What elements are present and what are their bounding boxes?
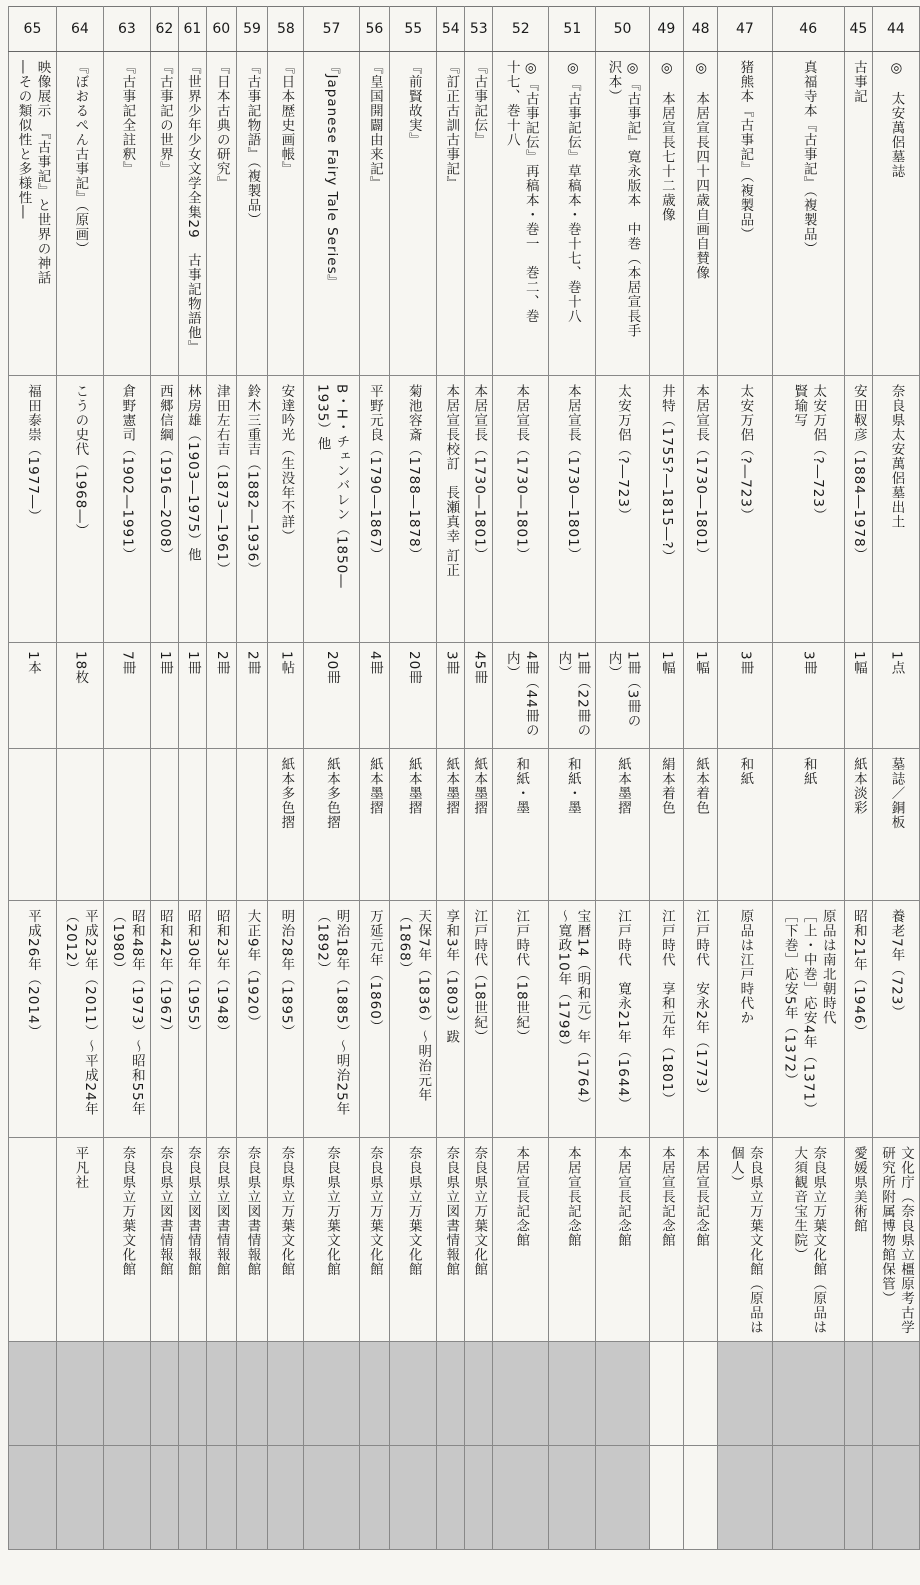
shade-cell	[872, 1342, 919, 1446]
item-date: 江戸時代（18世紀）	[471, 909, 488, 1045]
item-date: 昭和23年（1948）	[213, 909, 230, 1040]
item-quantity: 1帖	[278, 651, 295, 676]
shade-cell	[649, 1446, 683, 1550]
item-number: 52	[493, 7, 549, 52]
shade-cell	[206, 1446, 236, 1550]
item-author: 津田左右吉（1873―1961）	[213, 384, 230, 577]
item-author: 平野元良（1790―1867）	[366, 384, 383, 563]
shade-cell	[103, 1446, 150, 1550]
item-owner: 本居宣長記念館	[693, 1146, 710, 1248]
item-number: 63	[103, 7, 150, 52]
shade-cell	[596, 1342, 649, 1446]
item-number: 57	[304, 7, 359, 52]
item-author: 太安万侶（?―723） 賢瑜写	[791, 384, 827, 523]
item-owner: 奈良県立万葉文化館（原品は 大須観音宝生院）	[791, 1146, 827, 1335]
item-number: 64	[56, 7, 103, 52]
item-material	[188, 749, 196, 900]
item-author: 安田靫彦（1884―1978）	[850, 384, 867, 563]
item-date: 昭和42年（1967）	[156, 909, 173, 1040]
shade-cell	[844, 1446, 872, 1550]
item-owner: 奈良県立万葉文化館	[405, 1146, 422, 1277]
item-owner: 奈良県立図書情報館	[156, 1146, 173, 1277]
item-quantity: 1冊	[184, 651, 201, 676]
shade-cell	[304, 1446, 359, 1550]
item-number: 53	[465, 7, 493, 52]
item-author: 鈴木三重吉（1882―1936）	[244, 384, 261, 577]
shade-cell	[493, 1446, 549, 1550]
item-quantity: 4冊	[366, 651, 383, 676]
item-author: 本居宣長（1730―1801）	[693, 384, 710, 563]
shade-cell	[304, 1342, 359, 1446]
shade-cell	[178, 1446, 206, 1550]
item-title: 『古事記全註釈』	[119, 60, 136, 176]
item-quantity: 18枚	[72, 651, 89, 685]
item-title: 『古事記物語』（複製品）	[244, 60, 261, 228]
item-quantity: 3冊	[737, 651, 754, 676]
item-owner: 愛媛県美術館	[850, 1146, 867, 1233]
item-quantity: 3冊	[443, 651, 460, 676]
item-number: 58	[268, 7, 304, 52]
item-material: 紙本多色摺	[324, 757, 340, 830]
item-date: 昭和21年（1946）	[850, 909, 867, 1040]
shade-cell	[178, 1342, 206, 1446]
item-date: 宝暦14（明和元）年（1764） ～寛政10年（1798）	[555, 909, 591, 1112]
item-material	[28, 749, 36, 900]
item-title: 古事記	[850, 60, 867, 104]
item-number: 47	[718, 7, 772, 52]
item-material: 紙本多色摺	[278, 757, 295, 830]
item-material: 紙本墨摺	[471, 757, 488, 815]
item-material	[248, 749, 256, 900]
item-owner: 文化庁（奈良県立橿原考古学 研究所附属博物館保管）	[878, 1146, 914, 1335]
shade-cell	[718, 1342, 772, 1446]
shade-cell	[596, 1446, 649, 1550]
item-number: 48	[683, 7, 717, 52]
item-number: 44	[872, 7, 919, 52]
item-material	[160, 749, 168, 900]
item-title: 『前賢故実』	[405, 60, 422, 147]
date-row	[9, 901, 920, 1138]
item-material: 紙本墨摺	[614, 757, 631, 815]
shade-cell	[649, 1342, 683, 1446]
item-date: 平成23年（2011）～平成24年 （2012）	[62, 909, 98, 1117]
item-number: 60	[206, 7, 236, 52]
item-owner: 奈良県立万葉文化館	[324, 1146, 340, 1277]
item-title: ◎ 本居宣長四十四歳自画自賛像	[693, 60, 710, 280]
item-number: 59	[236, 7, 268, 52]
item-number: 55	[390, 7, 437, 52]
item-owner: 奈良県立万葉文化館	[119, 1146, 136, 1277]
shade-cell	[844, 1342, 872, 1446]
header-row-number	[9, 7, 920, 52]
shade-cell	[683, 1446, 717, 1550]
item-date: 明治18年（1885）～明治25年 （1892）	[314, 909, 350, 1117]
shade-cell	[437, 1342, 465, 1446]
item-title: 『ぼおるぺん古事記』（原画）	[72, 60, 89, 257]
item-quantity: 2冊	[213, 651, 230, 676]
item-number: 46	[772, 7, 844, 52]
shade-cell	[718, 1446, 772, 1550]
grey-row-2	[9, 1446, 920, 1550]
shade-cell	[390, 1446, 437, 1550]
item-author: 安達吟光（生没年不詳）	[278, 384, 295, 544]
item-title: 『日本歴史画帳』	[278, 60, 295, 176]
owner-row	[9, 1138, 920, 1342]
item-title: 『日本古典の研究』	[213, 60, 230, 191]
item-author: 林房雄（1903―1975）他	[184, 384, 201, 563]
author-row	[9, 376, 920, 643]
item-material: 墓誌／銅板	[888, 757, 905, 830]
item-title: ◎『古事記伝』再稿本・巻一 巻二、巻 十七、巻十八	[503, 60, 539, 324]
item-owner: 本居宣長記念館	[658, 1146, 675, 1248]
quantity-row	[9, 643, 920, 749]
item-author: 本居宣長校訂 長瀬真幸 訂正	[443, 384, 460, 578]
grey-row-1	[9, 1342, 920, 1446]
item-number: 49	[649, 7, 683, 52]
item-date: 万延元年（1860）	[366, 909, 383, 1035]
item-material	[217, 749, 225, 900]
item-title: 『古事記伝』	[471, 60, 488, 147]
item-owner: 本居宣長記念館	[564, 1146, 581, 1248]
item-title: 『古事記の世界』	[156, 60, 173, 176]
item-owner: 奈良県立図書情報館	[184, 1146, 201, 1277]
item-date: 江戸時代 享和元年（1801）	[658, 909, 675, 1107]
shade-cell	[549, 1342, 596, 1446]
item-material: 絹本着色	[658, 757, 675, 815]
item-date: 享和3年（1803）跋	[443, 909, 460, 1044]
shade-cell	[549, 1446, 596, 1550]
item-number: 54	[437, 7, 465, 52]
item-title: ◎ 本居宣長七十二歳像	[658, 60, 675, 222]
item-material: 和紙・墨	[513, 757, 530, 815]
shade-cell	[150, 1446, 178, 1550]
item-owner: 奈良県立万葉文化館	[278, 1146, 295, 1277]
item-date: 明治28年（1895）	[278, 909, 295, 1040]
item-owner: 奈良県立図書情報館	[213, 1146, 230, 1277]
item-material: 紙本淡彩	[850, 757, 867, 815]
item-date: 昭和48年（1973）～昭和55年 （1980）	[109, 909, 145, 1117]
item-author: 本居宣長（1730―1801）	[513, 384, 530, 563]
shade-cell	[683, 1342, 717, 1446]
item-author: 菊池容斎（1788―1878）	[405, 384, 422, 563]
item-quantity: 4冊（44冊の 内）	[503, 651, 539, 738]
item-quantity: 1点	[888, 651, 905, 676]
item-number: 61	[178, 7, 206, 52]
item-date: 養老7年（723）	[888, 909, 905, 1020]
item-author: 福田泰崇（1977―）	[24, 384, 41, 524]
item-material	[76, 749, 84, 900]
item-material: 紙本墨摺	[366, 757, 383, 815]
item-author: 西郷信綱（1916―2008）	[156, 384, 173, 563]
shade-cell	[236, 1446, 268, 1550]
item-date: 天保7年（1836）～明治元年 （1868）	[396, 909, 432, 1102]
item-title: 真福寺本『古事記』（複製品）	[800, 60, 817, 257]
item-material: 和紙・墨	[564, 757, 581, 815]
item-quantity: 7冊	[119, 651, 136, 676]
item-quantity: 20冊	[324, 651, 340, 685]
shade-cell	[206, 1342, 236, 1446]
shade-cell	[9, 1446, 57, 1550]
shade-cell	[465, 1342, 493, 1446]
item-material: 紙本墨摺	[405, 757, 422, 815]
catalog-table	[8, 6, 920, 1550]
item-number: 65	[9, 7, 57, 52]
item-owner: 本居宣長記念館	[513, 1146, 530, 1248]
shade-cell	[9, 1342, 57, 1446]
item-author: 奈良県太安萬侶墓出土	[888, 384, 905, 529]
item-material: 和紙	[800, 757, 817, 786]
item-author: 井特（1755?―1815―?）	[658, 384, 675, 565]
shade-cell	[359, 1342, 390, 1446]
item-date: 原品は江戸時代か	[737, 909, 754, 1025]
item-quantity: 1冊（3冊の内）	[605, 651, 641, 729]
item-author: 本居宣長（1730―1801）	[471, 384, 488, 563]
shade-cell	[268, 1446, 304, 1550]
item-title: ◎『古事記伝』草稿本・巻十七、巻十八	[564, 60, 581, 324]
shade-cell	[772, 1446, 844, 1550]
item-owner: 奈良県立万葉文化館	[471, 1146, 488, 1277]
item-quantity: 1冊（22冊の内）	[555, 651, 591, 738]
item-number: 51	[549, 7, 596, 52]
item-author: 倉野憲司（1902―1991）	[119, 384, 136, 563]
item-author: こうの史代（1968―）	[72, 384, 89, 539]
shade-cell	[465, 1446, 493, 1550]
item-owner: 奈良県立万葉文化館（原品は 個人）	[727, 1146, 763, 1335]
item-date: 江戸時代（18世紀）	[513, 909, 530, 1045]
shade-cell	[390, 1342, 437, 1446]
item-owner: 平凡社	[72, 1146, 89, 1190]
item-date: 江戸時代 寛永21年（1644）	[614, 909, 631, 1112]
shade-cell	[150, 1342, 178, 1446]
item-date: 平成26年（2014）	[24, 909, 41, 1040]
title-row	[9, 52, 920, 376]
shade-cell	[56, 1342, 103, 1446]
item-quantity: 1本	[24, 651, 41, 676]
item-quantity: 1幅	[658, 651, 675, 676]
item-date: 原品は南北朝時代 ［上・中巻］応安4年（1371） ［下巻］応安5年（1372）	[781, 909, 836, 1117]
item-quantity: 20冊	[405, 651, 422, 685]
item-number: 45	[844, 7, 872, 52]
item-owner: 奈良県立図書情報館	[244, 1146, 261, 1277]
material-row	[9, 749, 920, 901]
item-author: 太安万侶（?―723）	[614, 384, 631, 523]
item-quantity: 3冊	[800, 651, 817, 676]
item-number: 56	[359, 7, 390, 52]
shade-cell	[236, 1342, 268, 1446]
shade-cell	[268, 1342, 304, 1446]
item-material: 紙本着色	[693, 757, 710, 815]
item-title: 『皇国開闢由来記』	[366, 60, 383, 191]
shade-cell	[56, 1446, 103, 1550]
item-material: 和紙	[737, 757, 754, 786]
item-date: 昭和30年（1955）	[184, 909, 201, 1040]
item-quantity: 1幅	[850, 651, 867, 676]
item-author: 本居宣長（1730―1801）	[564, 384, 581, 563]
item-date: 江戸時代 安永2年（1773）	[693, 909, 710, 1102]
item-quantity: 2冊	[244, 651, 261, 676]
item-author: 太安万侶（?―723）	[737, 384, 754, 523]
item-quantity: 1冊	[156, 651, 173, 676]
item-title: ◎ 太安萬侶墓誌	[888, 60, 905, 179]
shade-cell	[872, 1446, 919, 1550]
item-title: ◎『古事記』寛永版本 中巻（本居宣長手 沢本）	[605, 60, 641, 338]
item-owner: 奈良県立図書情報館	[443, 1146, 460, 1277]
item-number: 50	[596, 7, 649, 52]
item-quantity: 1幅	[693, 651, 710, 676]
item-title: 猪熊本『古事記』（複製品）	[737, 60, 754, 242]
item-title: 映像展示 『古事記』と世界の神話 ―その類似性と多様性―	[15, 60, 51, 286]
item-material	[123, 749, 131, 900]
item-owner	[28, 1138, 36, 1341]
shade-cell	[493, 1342, 549, 1446]
item-owner: 奈良県立万葉文化館	[366, 1146, 383, 1277]
shade-cell	[103, 1342, 150, 1446]
item-quantity: 45冊	[471, 651, 488, 685]
shade-cell	[772, 1342, 844, 1446]
item-material: 紙本墨摺	[443, 757, 460, 815]
item-title: 『Japanese Fairy Tale Series』	[324, 60, 340, 290]
item-number: 62	[150, 7, 178, 52]
item-date: 大正9年（1920）	[244, 909, 261, 1030]
shade-cell	[359, 1446, 390, 1550]
item-title: 『世界少年少女文学全集29 古事記物語他』	[184, 60, 201, 355]
shade-cell	[437, 1446, 465, 1550]
item-author: B・H・チェンバレン（1850― 1935）他	[314, 384, 350, 589]
item-owner: 本居宣長記念館	[614, 1146, 631, 1248]
item-title: 『訂正古訓古事記』	[443, 60, 460, 191]
